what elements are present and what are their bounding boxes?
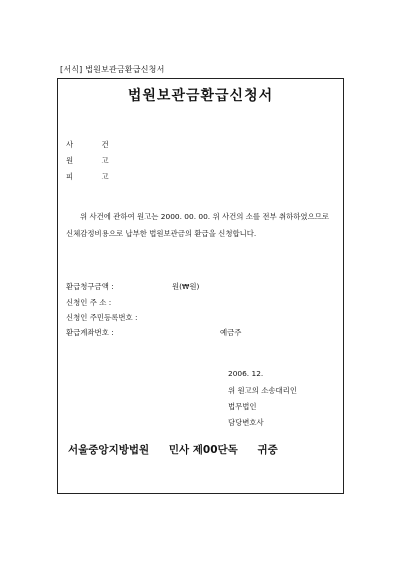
signature-firm: 법무법인 [228, 402, 257, 411]
applicant-id-label: 신청인 주민등록번호 : [66, 313, 138, 322]
application-body: 위 사건에 관하여 원고는 2000. 00. 00. 위 사건의 소를 전부 취하하였으므로 신체감정비용으로 납부한 법원보관금의 환급을 신청합니다. [66, 212, 329, 238]
party-defendant: 피 고 [66, 172, 122, 181]
document-frame [57, 78, 344, 494]
signature-lawyer: 담당변호사 [228, 418, 264, 427]
form-label: [서식] 법원보관금환급신청서 [60, 65, 165, 74]
document-title: 법원보관금환급신청서 [127, 88, 274, 104]
signature-date: 2006. 12. [228, 369, 264, 378]
party-plaintiff: 원 고 [66, 156, 122, 165]
applicant-address-label: 신청인 주 소 : [66, 298, 112, 307]
refund-amount-label: 환급청구금액 : [66, 282, 114, 291]
court-name: 서울중앙지방법원 [68, 444, 150, 456]
account-holder-label: 예금주 [220, 328, 242, 337]
signature-role: 위 원고의 소송대리인 [228, 386, 297, 395]
refund-amount-unit: 원(₩원) [172, 282, 200, 291]
court-salutation: 귀중 [257, 444, 278, 456]
court-line [68, 442, 294, 457]
court-division: 민사 제00단독 [168, 444, 238, 456]
refund-account-label: 환급계좌번호 : [66, 328, 114, 337]
party-case: 사 건 [66, 140, 122, 149]
